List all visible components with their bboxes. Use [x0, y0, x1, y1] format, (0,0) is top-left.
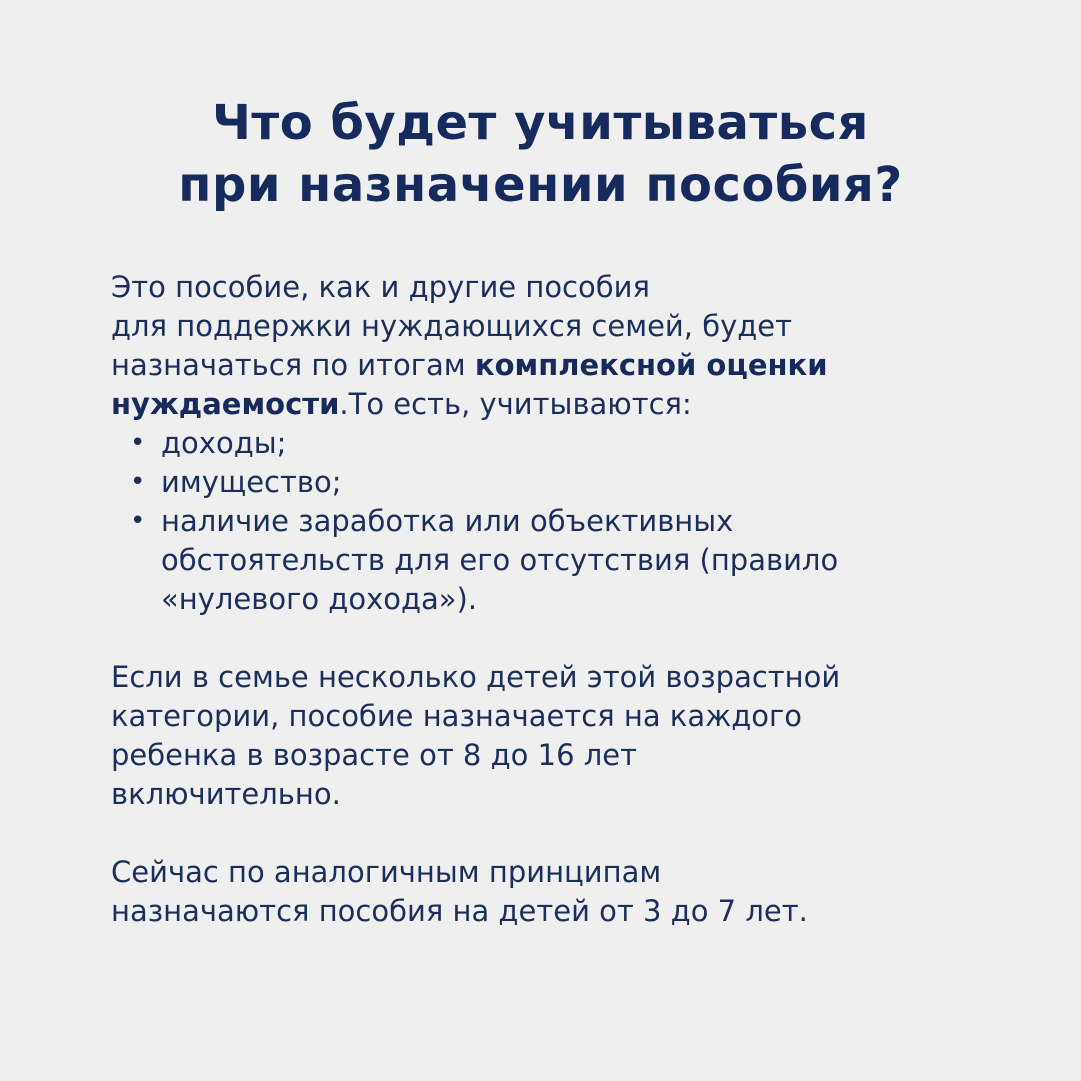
paragraph-line: Сейчас по аналогичным принципам — [111, 855, 662, 889]
paragraph-line: Если в семье несколько детей этой возрастной — [111, 660, 841, 694]
intro-line-3-text: назначаться по итогам — [111, 348, 475, 382]
intro-line-3 — [111, 346, 1011, 385]
intro-line-1: Это пособие, как и другие пособия — [111, 270, 650, 304]
bullet-dot-icon: • — [130, 467, 146, 497]
article-body — [111, 268, 1011, 931]
paragraph-line: ребенка в возрасте от 8 до 16 лет — [111, 738, 638, 772]
paragraph-line: категории, пособие назначается на каждого — [111, 699, 802, 733]
bullet-dot-icon: • — [130, 506, 146, 536]
children-paragraph — [111, 658, 1011, 814]
paragraph-line: включительно. — [111, 777, 341, 811]
current-practice-paragraph — [111, 853, 1011, 931]
paragraph-gap — [111, 619, 1011, 658]
intro-line-4-text: .То есть, учитываются: — [339, 387, 692, 421]
criteria-list — [111, 424, 1011, 619]
paragraph-line: назначаются пособия на детей от 3 до 7 лет. — [111, 894, 808, 928]
list-item-text: имущество; — [161, 465, 342, 499]
bullet-dot-icon: • — [130, 428, 146, 458]
paragraph-gap — [111, 814, 1011, 853]
intro-emphasis-2: нуждаемости — [111, 387, 340, 421]
title-line-2: при назначении пособия? — [178, 157, 903, 213]
list-item — [111, 502, 1011, 619]
intro-emphasis-1: комплексной оценки — [474, 348, 828, 382]
page-title — [0, 92, 1081, 216]
list-item-text: доходы; — [161, 426, 287, 460]
intro-line-2: для поддержки нуждающихся семей, будет — [111, 309, 793, 343]
intro-paragraph — [111, 268, 1011, 424]
list-item — [111, 463, 1011, 502]
list-item-text: «нулевого дохода»). — [161, 582, 478, 616]
list-item — [111, 424, 1011, 463]
list-item-text: обстоятельств для его отсутствия (правило — [161, 543, 839, 577]
title-line-1: Что будет учитываться — [212, 95, 869, 151]
intro-line-4 — [111, 385, 1011, 424]
list-item-text: наличие заработка или объективных — [161, 504, 734, 538]
